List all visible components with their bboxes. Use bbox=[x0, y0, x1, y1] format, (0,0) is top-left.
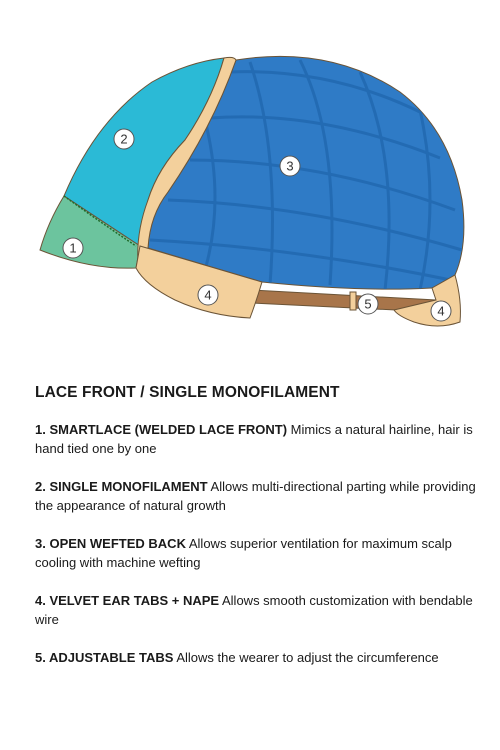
legend-item-name: 2. SINGLE MONOFILAMENT bbox=[35, 479, 208, 494]
callout-4-left-label: 4 bbox=[204, 287, 212, 303]
callout-4-right-label: 4 bbox=[437, 303, 445, 319]
legend-item-name: 5. ADJUSTABLE TABS bbox=[35, 650, 174, 665]
callout-3-label: 3 bbox=[286, 158, 294, 174]
legend-item-description: Allows superior ventilation for maximum scalp cooling with machine wefting bbox=[35, 536, 452, 570]
callout-1 bbox=[63, 238, 83, 258]
legend-item-name: 1. SMARTLACE (WELDED LACE FRONT) bbox=[35, 422, 288, 437]
legend-item-description: Allows smooth customization with bendable wire bbox=[35, 593, 473, 627]
adjustable-strap-buckle bbox=[350, 292, 356, 310]
callout-3 bbox=[280, 156, 300, 176]
callout-5-label: 5 bbox=[364, 296, 372, 312]
legend bbox=[35, 384, 485, 686]
callout-5 bbox=[358, 294, 378, 314]
callout-4-left bbox=[198, 285, 218, 305]
legend-item-wefted-back bbox=[35, 534, 485, 572]
legend-item-description: Mimics a natural hairline, hair is hand tied one by one bbox=[35, 422, 473, 456]
legend-item-name: 3. OPEN WEFTED BACK bbox=[35, 536, 186, 551]
legend-item-ear-tabs bbox=[35, 591, 485, 629]
legend-item-adjustable-tabs bbox=[35, 648, 485, 667]
wig-cap-diagram bbox=[0, 0, 500, 360]
legend-title: LACE FRONT / SINGLE MONOFILAMENT bbox=[35, 384, 340, 401]
legend-item-description: Allows the wearer to adjust the circumference bbox=[176, 650, 439, 665]
legend-item-description: Allows multi-directional parting while providing the appearance of natural growth bbox=[35, 479, 476, 513]
callout-4-right bbox=[431, 301, 451, 321]
legend-item-smartlace bbox=[35, 420, 485, 458]
legend-item-name: 4. VELVET EAR TABS + NAPE bbox=[35, 593, 220, 608]
callout-2 bbox=[114, 129, 134, 149]
callout-1-label: 1 bbox=[69, 240, 77, 256]
legend-item-monofilament bbox=[35, 477, 485, 515]
callout-2-label: 2 bbox=[120, 131, 128, 147]
